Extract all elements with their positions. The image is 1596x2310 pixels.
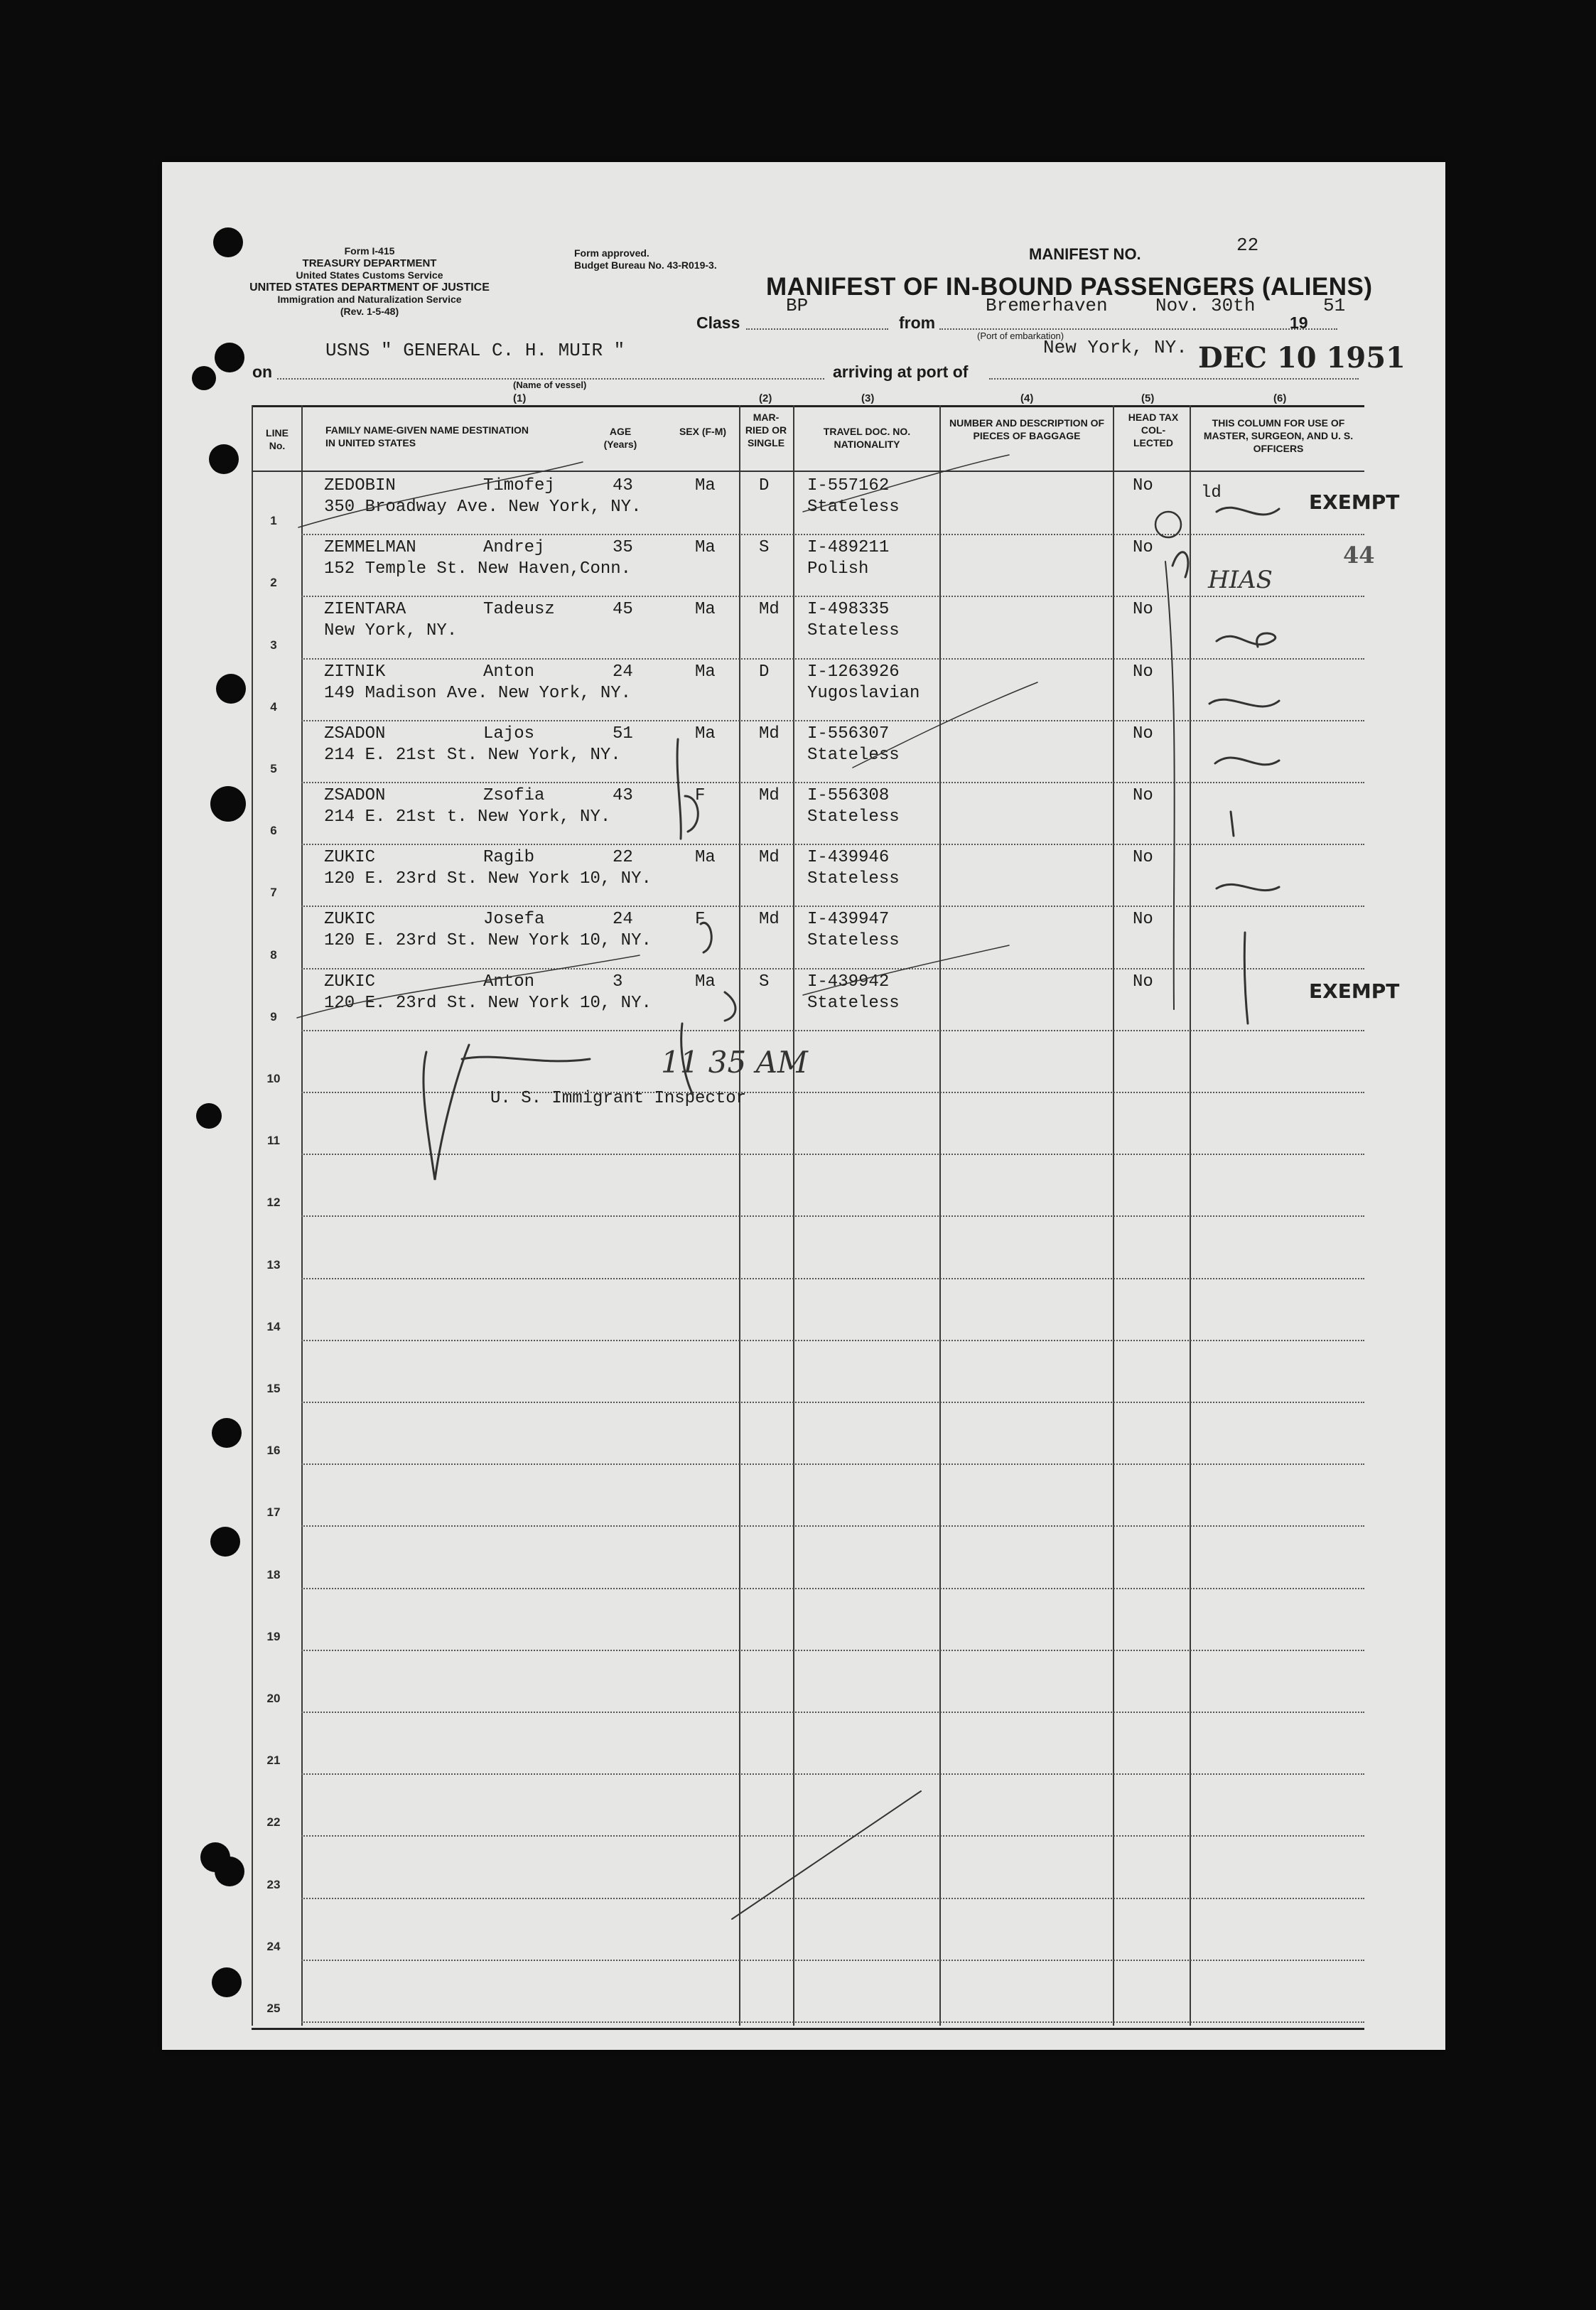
inspector-time: 11 35 AM	[661, 1045, 808, 1080]
class-label: Class	[696, 313, 740, 332]
row-ms: Md	[759, 848, 780, 868]
row-ms: S	[759, 972, 770, 992]
row-address: 214 E. 21st t. New York, NY.	[324, 807, 611, 827]
row-sex: F	[695, 786, 706, 805]
row-ms: D	[759, 476, 770, 495]
line-number: 12	[266, 1196, 281, 1210]
row-doc: I-557162	[807, 476, 890, 495]
inspector-label: U. S. Immigrant Inspector	[490, 1089, 747, 1108]
line-number: 2	[270, 576, 277, 590]
exempt-stamp: EXEMPT	[1309, 979, 1400, 1003]
line-number: 4	[270, 699, 277, 714]
row-doc: I-1263926	[807, 662, 900, 682]
row-ms: Md	[759, 910, 780, 930]
line-number: 7	[270, 886, 277, 900]
col-header-age: AGE (Years)	[603, 426, 637, 450]
line-number: 11	[267, 1134, 280, 1148]
row-nat: Stateless	[807, 807, 900, 827]
row-age: 45	[613, 600, 633, 620]
on-label: on	[252, 362, 273, 381]
line-number: 6	[270, 824, 277, 838]
row-given: Andrej	[483, 538, 545, 558]
row-address: 120 E. 23rd St. New York 10, NY.	[324, 931, 652, 951]
col-num: (1)	[513, 392, 527, 404]
hias-note: HIAS	[1208, 566, 1273, 594]
row-address: 350 Broadway Ave. New York, NY.	[324, 498, 642, 517]
line-number: 18	[266, 1567, 281, 1581]
count-note: 44	[1343, 542, 1375, 569]
row-address: 152 Temple St. New Haven,Conn.	[324, 559, 632, 579]
row-ms: D	[759, 662, 770, 682]
row-nat: Stateless	[807, 869, 900, 889]
row-tax: No	[1133, 724, 1153, 743]
line-number: 16	[266, 1444, 281, 1458]
col-num: (6)	[1273, 392, 1287, 404]
row-address: 120 E. 23rd St. New York 10, NY.	[324, 869, 652, 889]
row-nat: Yugoslavian	[807, 683, 920, 703]
exempt-stamp: EXEMPT	[1309, 490, 1400, 514]
date-value: Nov. 30th	[1155, 295, 1256, 316]
row-nat: Stateless	[807, 993, 900, 1013]
line-number: 20	[266, 1692, 281, 1705]
dept-treasury-sub: United States Customs Service	[296, 269, 443, 281]
row-ms: Md	[759, 786, 780, 805]
dept-justice: UNITED STATES DEPARTMENT OF JUSTICE	[249, 281, 490, 294]
row-tax: No	[1133, 786, 1153, 805]
row-1-note: ld	[1201, 483, 1222, 503]
row-address: 214 E. 21st St. New York, NY.	[324, 745, 621, 765]
row-tax: No	[1133, 662, 1153, 682]
row-sex: Ma	[695, 538, 716, 558]
row-nat: Stateless	[807, 498, 900, 517]
row-ms: Md	[759, 724, 780, 743]
row-family: ZUKIC	[324, 910, 376, 930]
row-tax: No	[1133, 972, 1153, 992]
row-family: ZEMMELMAN	[324, 538, 416, 558]
row-age: 43	[613, 476, 633, 495]
line-number: 8	[270, 947, 277, 962]
from-value: Bremerhaven	[986, 295, 1108, 316]
col-num: (5)	[1141, 392, 1155, 404]
form-id: Form I-415	[344, 245, 395, 257]
line-number: 14	[266, 1319, 281, 1333]
class-value: BP	[786, 295, 809, 316]
row-age: 24	[613, 910, 633, 930]
arriving-label: arriving at port of	[833, 362, 969, 381]
col-header-officers: THIS COLUMN FOR USE OF MASTER, SURGEON, AND U. S. OFFICERS	[1203, 417, 1354, 454]
col-header-married: MAR- RIED OR SINGLE	[745, 412, 787, 448]
row-tax: No	[1133, 538, 1153, 558]
col-header-tax: HEAD TAX COL- LECTED	[1128, 412, 1179, 448]
row-age: 43	[613, 786, 633, 805]
line-number: 13	[266, 1257, 281, 1272]
line-number: 3	[270, 638, 277, 652]
row-sex: Ma	[695, 600, 716, 620]
col-header-line: LINE No.	[266, 427, 289, 451]
col-header-baggage: NUMBER AND DESCRIPTION OF PIECES OF BAGGAGE	[949, 417, 1105, 441]
row-given: Ragib	[483, 848, 535, 868]
row-address: 149 Madison Ave. New York, NY.	[324, 683, 632, 703]
form-approved: Form approved.	[574, 247, 649, 259]
dept-justice-sub: Immigration and Naturalization Service	[277, 294, 462, 305]
row-age: 35	[613, 538, 633, 558]
row-doc: I-439946	[807, 848, 890, 868]
line-number: 23	[266, 1877, 281, 1891]
line-number: 1	[270, 514, 277, 528]
vessel-name: USNS " GENERAL C. H. MUIR "	[325, 340, 625, 361]
arriving-value: New York, NY.	[1043, 337, 1187, 358]
line-number: 19	[266, 1629, 281, 1643]
col-header-name: FAMILY NAME-GIVEN NAME DESTINATION IN UNITED STATES	[325, 424, 529, 448]
col-num: (4)	[1020, 392, 1034, 404]
row-doc: I-556307	[807, 724, 890, 743]
col-header-travel: TRAVEL DOC. NO. NATIONALITY	[823, 426, 911, 450]
manifest-title: MANIFEST OF IN-BOUND PASSENGERS (ALIENS)	[766, 273, 1373, 301]
col-num: (3)	[861, 392, 875, 404]
row-family: ZITNIK	[324, 662, 386, 682]
row-family: ZSADON	[324, 724, 386, 743]
manifest-no: 22	[1236, 235, 1259, 256]
row-sex: Ma	[695, 848, 716, 868]
row-family: ZUKIC	[324, 848, 376, 868]
row-given: Zsofia	[483, 786, 545, 805]
row-family: ZUKIC	[324, 972, 376, 992]
row-tax: No	[1133, 600, 1153, 620]
row-doc: I-556308	[807, 786, 890, 805]
line-number: 17	[266, 1505, 281, 1520]
row-doc: I-439947	[807, 910, 890, 930]
row-ms: S	[759, 538, 770, 558]
dept-treasury: TREASURY DEPARTMENT	[302, 257, 437, 269]
row-nat: Stateless	[807, 621, 900, 641]
row-given: Lajos	[483, 724, 535, 743]
row-sex: F	[695, 910, 706, 930]
row-tax: No	[1133, 910, 1153, 930]
row-address: 120 E. 23rd St. New York 10, NY.	[324, 993, 652, 1013]
row-sex: Ma	[695, 972, 716, 992]
row-family: ZSADON	[324, 786, 386, 805]
row-nat: Polish	[807, 559, 869, 579]
row-age: 22	[613, 848, 633, 868]
row-tax: No	[1133, 848, 1153, 868]
row-family: ZEDOBIN	[324, 476, 396, 495]
row-sex: Ma	[695, 476, 716, 495]
row-ms: Md	[759, 600, 780, 620]
year-prefix: 19	[1290, 313, 1308, 332]
col-header-sex: SEX (F-M)	[679, 426, 727, 437]
row-given: Anton	[483, 972, 535, 992]
row-age: 24	[613, 662, 633, 682]
row-given: Josefa	[483, 910, 545, 930]
row-doc: I-489211	[807, 538, 890, 558]
line-number: 15	[266, 1382, 281, 1395]
row-age: 3	[613, 972, 623, 992]
arrival-date-stamp: DEC 10 1951	[1198, 341, 1406, 375]
col-num: (2)	[759, 392, 772, 404]
row-age: 51	[613, 724, 633, 743]
from-label: from	[899, 313, 936, 332]
row-sex: Ma	[695, 724, 716, 743]
line-number: 22	[266, 1815, 281, 1830]
budget-bureau: Budget Bureau No. 43-R019-3.	[574, 259, 717, 271]
row-doc: I-498335	[807, 600, 890, 620]
row-given: Tadeusz	[483, 600, 555, 620]
row-address: New York, NY.	[324, 621, 458, 641]
line-number: 21	[266, 1753, 281, 1768]
manifest-no-label: MANIFEST NO.	[1029, 245, 1141, 263]
year-value: 51	[1323, 295, 1346, 316]
row-nat: Stateless	[807, 931, 900, 951]
row-given: Anton	[483, 662, 535, 682]
row-doc: I-439942	[807, 972, 890, 992]
row-sex: Ma	[695, 662, 716, 682]
row-nat: Stateless	[807, 745, 900, 765]
line-number: 25	[266, 2002, 281, 2015]
line-number: 9	[270, 1009, 277, 1024]
row-given: Timofej	[483, 476, 555, 495]
row-tax: No	[1133, 476, 1153, 495]
line-number: 24	[266, 1939, 281, 1953]
row-family: ZIENTARA	[324, 600, 406, 620]
line-number: 5	[270, 762, 277, 775]
line-number: 10	[266, 1072, 281, 1085]
form-revision: (Rev. 1-5-48)	[340, 306, 399, 317]
vessel-note: (Name of vessel)	[513, 380, 587, 390]
port-embark-note: (Port of embarkation)	[977, 331, 1064, 341]
